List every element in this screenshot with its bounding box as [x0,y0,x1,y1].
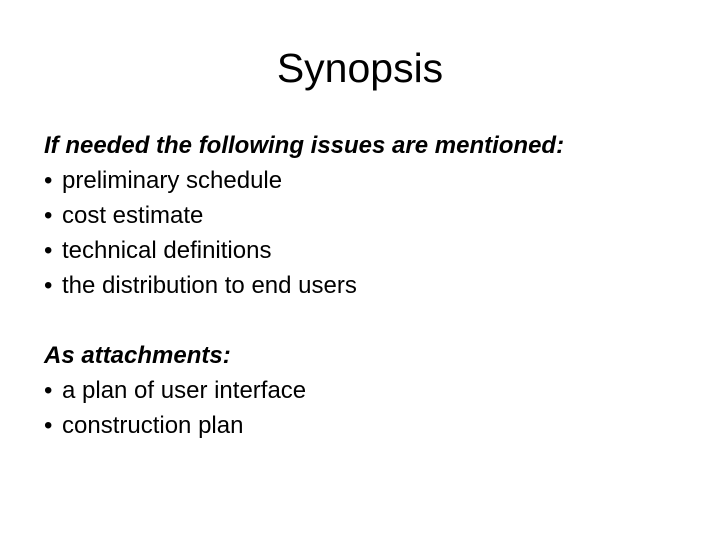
list-item-text: a plan of user interface [62,377,307,404]
list-item [44,233,704,268]
list-item [44,408,704,443]
bullet-icon: • [44,272,53,299]
list-item-text: preliminary schedule [62,167,283,194]
section-heading: As attachments: [44,342,231,369]
bullet-list [44,373,704,443]
bullet-icon: • [44,377,53,404]
bullet-icon: • [44,202,53,229]
list-item [44,373,704,408]
bullet-icon: • [44,167,53,194]
list-item-text: construction plan [62,412,244,439]
list-item [44,163,704,198]
bullet-list [44,163,704,303]
list-item [44,198,704,233]
section-heading: If needed the following issues are mentioned: [44,132,565,159]
list-item [44,268,704,303]
list-item-text: cost estimate [62,202,204,229]
bullet-icon: • [44,237,53,264]
list-item-text: the distribution to end users [62,272,357,299]
section-issues [44,128,704,303]
slide-title: Synopsis [276,45,444,91]
bullet-icon: • [44,412,53,439]
section-attachments [44,338,704,443]
list-item-text: technical definitions [62,237,272,264]
